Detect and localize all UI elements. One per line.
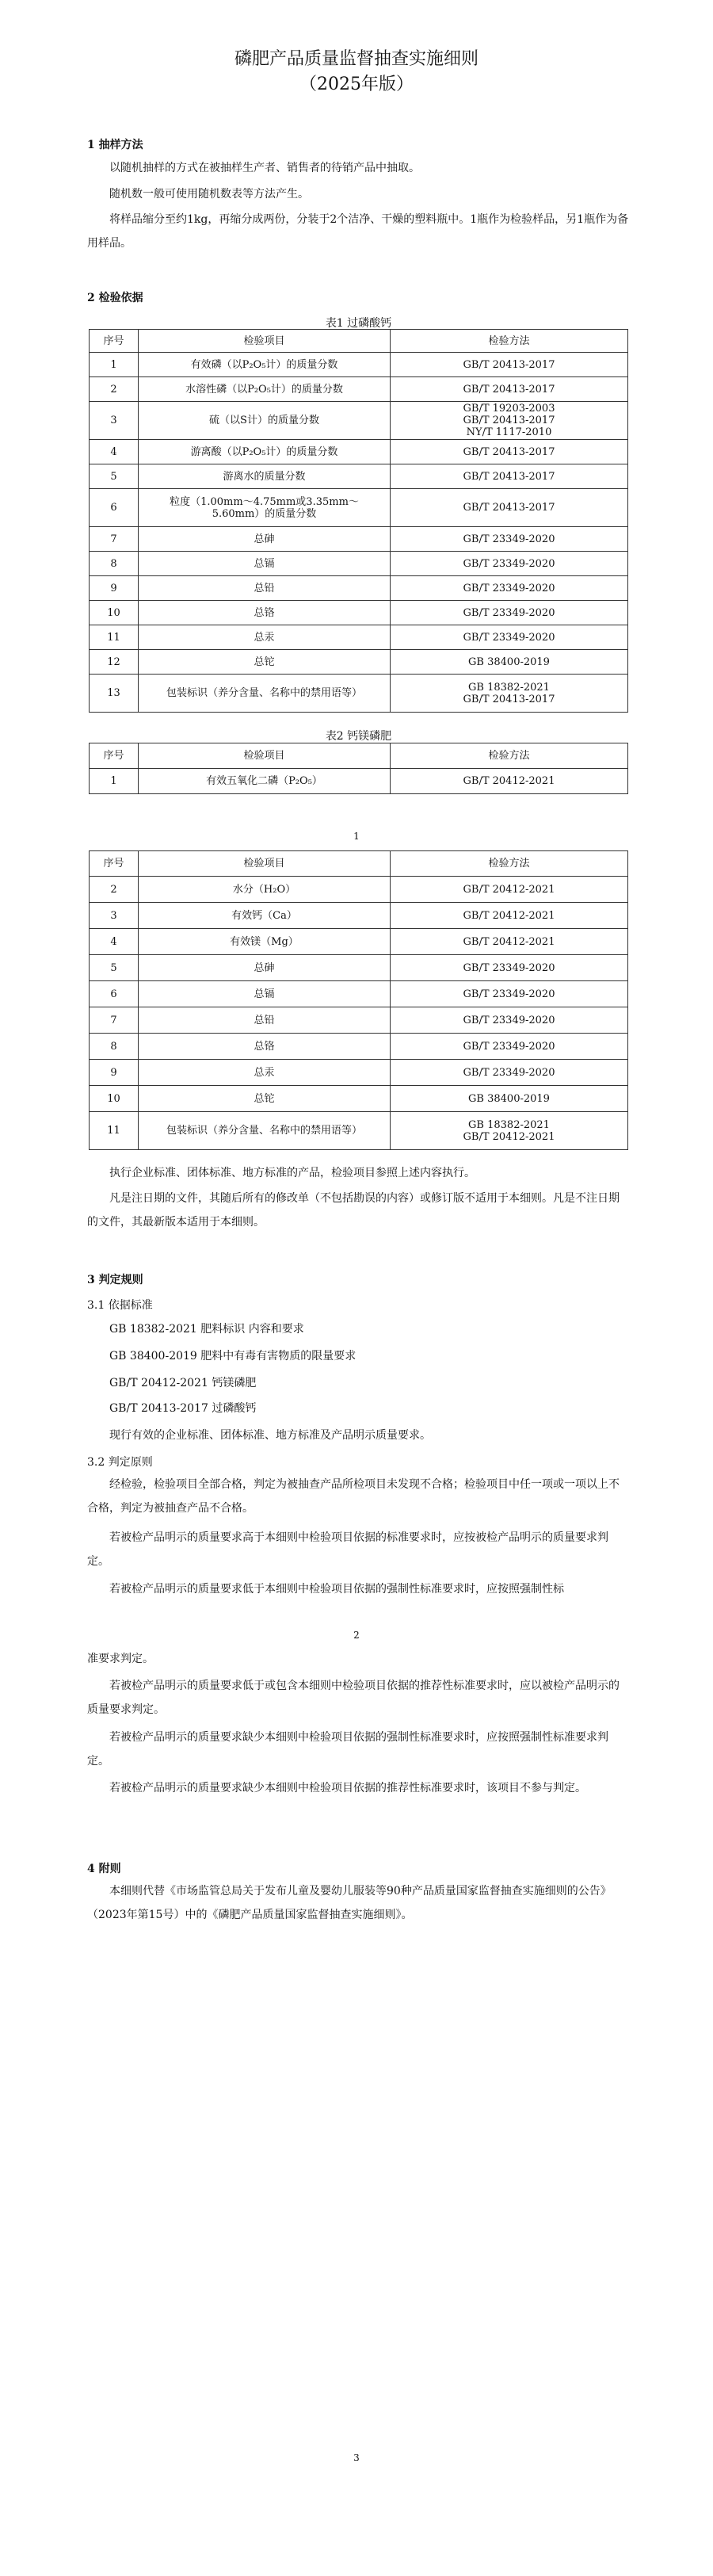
test-method-cell: GB/T 23349-2020 [391, 1007, 628, 1034]
table-header-row [90, 851, 628, 877]
page-number: 3 [353, 2452, 360, 2463]
test-item-cell: 水溶性磷（以P₂O₅计）的质量分数 [139, 377, 391, 402]
test-method-cell: GB/T 20413-2017 [391, 353, 628, 377]
test-method-cell: GB/T 20412-2021 [391, 929, 628, 955]
test-item-cell: 总铊 [139, 1086, 391, 1112]
row-number-cell: 11 [90, 1112, 139, 1150]
row-number-cell: 5 [90, 464, 139, 489]
standard-reference: GB 38400-2019 肥料中有毒有害物质的限量要求 [109, 1350, 356, 1363]
table-header-cell: 序号 [90, 743, 139, 769]
standard-note: 现行有效的企业标准、团体标准、地方标准及产品明示质量要求。 [109, 1429, 431, 1442]
test-item-cell: 总汞 [139, 1060, 391, 1086]
table-row [90, 877, 628, 903]
table-row [90, 955, 628, 981]
table-header-cell: 序号 [90, 851, 139, 877]
table-row [90, 489, 628, 527]
table-row [90, 650, 628, 675]
test-method-cell: GB/T 23349-2020 [391, 601, 628, 625]
table-row [90, 377, 628, 402]
table-row [90, 1007, 628, 1034]
section-3-paragraph: 若被检产品明示的质量要求缺少本细则中检验项目依据的推荐性标准要求时，该项目不参与判定。 [109, 1782, 586, 1794]
test-item-cell: 包装标识（养分含量、名称中的禁用语等） [139, 1112, 391, 1150]
test-item-cell: 总镉 [139, 981, 391, 1007]
row-number-cell: 6 [90, 981, 139, 1007]
table-row [90, 440, 628, 464]
test-method-cell: GB 38400-2019 [391, 1086, 628, 1112]
table-header-row [90, 330, 628, 353]
page-number: 1 [353, 831, 360, 842]
subsection-3-1-heading: 3.1 依据标准 [87, 1299, 153, 1312]
row-number-cell: 1 [90, 769, 139, 794]
row-number-cell: 5 [90, 955, 139, 981]
test-method-cell: GB 18382-2021 GB/T 20412-2021 [391, 1112, 628, 1150]
test-method-cell: GB/T 20412-2021 [391, 769, 628, 794]
section-1-paragraph: 随机数一般可使用随机数表等方法产生。 [109, 188, 309, 201]
section-3-paragraph: 若被检产品明示的质量要求高于本细则中检验项目依据的标准要求时，应按被检产品明示的质量要求判定。 [87, 1531, 608, 1568]
standard-reference: GB/T 20412-2021 钙镁磷肥 [109, 1377, 257, 1389]
test-method-cell: GB/T 23349-2020 [391, 625, 628, 650]
section-1-paragraph: 将样品缩分至约1kg，再缩分成两份，分装于2个洁净、干燥的塑料瓶中。1瓶作为检验样品，另1瓶作为备用样品。 [87, 213, 629, 250]
section-1-paragraph: 以随机抽样的方式在被抽样生产者、销售者的待销产品中抽取。 [109, 162, 420, 174]
standard-reference: GB/T 20413-2017 过磷酸钙 [109, 1402, 257, 1415]
test-method-cell: GB/T 23349-2020 [391, 1034, 628, 1060]
row-number-cell: 11 [90, 625, 139, 650]
test-method-cell: GB/T 20412-2021 [391, 903, 628, 929]
table-header-cell: 检验方法 [391, 743, 628, 769]
test-method-cell: GB/T 20413-2017 [391, 440, 628, 464]
test-method-cell: GB/T 20413-2017 [391, 464, 628, 489]
test-item-cell: 总铬 [139, 601, 391, 625]
table-header-cell: 检验方法 [391, 851, 628, 877]
test-item-cell: 有效五氧化二磷（P₂O₅） [139, 769, 391, 794]
table-header-cell: 检验项目 [139, 743, 391, 769]
row-number-cell: 1 [90, 353, 139, 377]
test-item-cell: 游离酸（以P₂O₅计）的质量分数 [139, 440, 391, 464]
row-number-cell: 10 [90, 1086, 139, 1112]
document-subtitle: （2025年版） [299, 75, 414, 94]
subsection-3-2-heading: 3.2 判定原则 [87, 1456, 153, 1469]
section-4-paragraph: 本细则代替《市场监管总局关于发布儿童及婴幼儿服装等90种产品质量国家监督抽查实施细则的公告》（2023年第15号）中的《磷肥产品质量国家监督抽查实施细则》。 [87, 1885, 612, 1921]
section-4-heading: 4 附则 [87, 1863, 121, 1875]
table-2-continued [89, 850, 628, 1150]
section-3-paragraph: 经检验，检验项目全部合格，判定为被抽查产品所检项目未发现不合格；检验项目中任一项或一项以上不合格，判定为被抽查产品不合格。 [87, 1478, 620, 1515]
table-row [90, 552, 628, 576]
table-2 [89, 743, 628, 794]
table-row [90, 769, 628, 794]
test-item-cell: 总镉 [139, 552, 391, 576]
row-number-cell: 9 [90, 1060, 139, 1086]
table-row [90, 625, 628, 650]
test-method-cell: GB/T 23349-2020 [391, 981, 628, 1007]
test-item-cell: 有效镁（Mg） [139, 929, 391, 955]
test-method-cell: GB/T 20413-2017 [391, 489, 628, 527]
row-number-cell: 10 [90, 601, 139, 625]
row-number-cell: 3 [90, 903, 139, 929]
table-1-caption: 表1 过磷酸钙 [325, 317, 392, 330]
section-2-heading: 2 检验依据 [87, 292, 143, 304]
table-row [90, 353, 628, 377]
document-title: 磷肥产品质量监督抽查实施细则 [234, 49, 479, 69]
section-3-paragraph: 若被检产品明示的质量要求低于本细则中检验项目依据的强制性标准要求时，应按照强制性标 [109, 1583, 564, 1596]
test-method-cell: GB 18382-2021 GB/T 20413-2017 [391, 675, 628, 713]
row-number-cell: 4 [90, 440, 139, 464]
test-item-cell: 总铊 [139, 650, 391, 675]
row-number-cell: 3 [90, 402, 139, 440]
table-row [90, 1060, 628, 1086]
section-2-note: 凡是注日期的文件，其随后所有的修改单（不包括勘误的内容）或修订版不适用于本细则。凡是不注日期的文件，其最新版本适用于本细则。 [87, 1192, 620, 1229]
test-item-cell: 水分（H₂O） [139, 877, 391, 903]
test-method-cell: GB/T 20412-2021 [391, 877, 628, 903]
table-row [90, 402, 628, 440]
table-row [90, 1034, 628, 1060]
test-item-cell: 硫（以S计）的质量分数 [139, 402, 391, 440]
row-number-cell: 8 [90, 1034, 139, 1060]
row-number-cell: 4 [90, 929, 139, 955]
table-header-cell: 检验项目 [139, 330, 391, 353]
row-number-cell: 7 [90, 527, 139, 552]
test-item-cell: 粒度（1.00mm～4.75mm或3.35mm～ 5.60mm）的质量分数 [139, 489, 391, 527]
row-number-cell: 2 [90, 877, 139, 903]
table-row [90, 527, 628, 552]
table-row [90, 675, 628, 713]
row-number-cell: 7 [90, 1007, 139, 1034]
test-method-cell: GB/T 23349-2020 [391, 552, 628, 576]
table-row [90, 1112, 628, 1150]
table-row [90, 1086, 628, 1112]
test-method-cell: GB/T 23349-2020 [391, 576, 628, 601]
test-item-cell: 有效钙（Ca） [139, 903, 391, 929]
test-method-cell: GB/T 19203-2003 GB/T 20413-2017 NY/T 1117-2010 [391, 402, 628, 440]
test-method-cell: GB/T 20413-2017 [391, 377, 628, 402]
test-method-cell: GB/T 23349-2020 [391, 955, 628, 981]
test-method-cell: GB/T 23349-2020 [391, 527, 628, 552]
row-number-cell: 12 [90, 650, 139, 675]
table-2-caption: 表2 钙镁磷肥 [325, 730, 392, 743]
standard-reference: GB 18382-2021 肥料标识 内容和要求 [109, 1323, 304, 1336]
table-1 [89, 329, 628, 713]
table-row [90, 576, 628, 601]
row-number-cell: 8 [90, 552, 139, 576]
table-row [90, 981, 628, 1007]
row-number-cell: 6 [90, 489, 139, 527]
section-1-heading: 1 抽样方法 [87, 139, 143, 151]
table-header-cell: 检验项目 [139, 851, 391, 877]
row-number-cell: 13 [90, 675, 139, 713]
test-item-cell: 总铅 [139, 576, 391, 601]
section-3-paragraph: 若被检产品明示的质量要求低于或包含本细则中检验项目依据的推荐性标准要求时，应以被检产品明示的质量要求判定。 [87, 1680, 620, 1716]
page-number: 2 [353, 1630, 360, 1641]
test-item-cell: 总砷 [139, 955, 391, 981]
table-header-cell: 序号 [90, 330, 139, 353]
table-header-row [90, 743, 628, 769]
test-item-cell: 有效磷（以P₂O₅计）的质量分数 [139, 353, 391, 377]
test-item-cell: 总铅 [139, 1007, 391, 1034]
section-3-paragraph: 若被检产品明示的质量要求缺少本细则中检验项目依据的强制性标准要求时，应按照强制性标准要求判定。 [87, 1731, 608, 1768]
test-item-cell: 总铬 [139, 1034, 391, 1060]
section-3-paragraph: 准要求判定。 [87, 1653, 154, 1665]
table-row [90, 929, 628, 955]
test-item-cell: 游离水的质量分数 [139, 464, 391, 489]
table-row [90, 464, 628, 489]
table-row [90, 903, 628, 929]
table-row [90, 601, 628, 625]
test-method-cell: GB 38400-2019 [391, 650, 628, 675]
row-number-cell: 9 [90, 576, 139, 601]
test-item-cell: 总汞 [139, 625, 391, 650]
section-3-heading: 3 判定规则 [87, 1274, 143, 1286]
test-item-cell: 总砷 [139, 527, 391, 552]
row-number-cell: 2 [90, 377, 139, 402]
table-header-cell: 检验方法 [391, 330, 628, 353]
test-item-cell: 包装标识（养分含量、名称中的禁用语等） [139, 675, 391, 713]
test-method-cell: GB/T 23349-2020 [391, 1060, 628, 1086]
section-2-note: 执行企业标准、团体标准、地方标准的产品，检验项目参照上述内容执行。 [109, 1167, 475, 1179]
